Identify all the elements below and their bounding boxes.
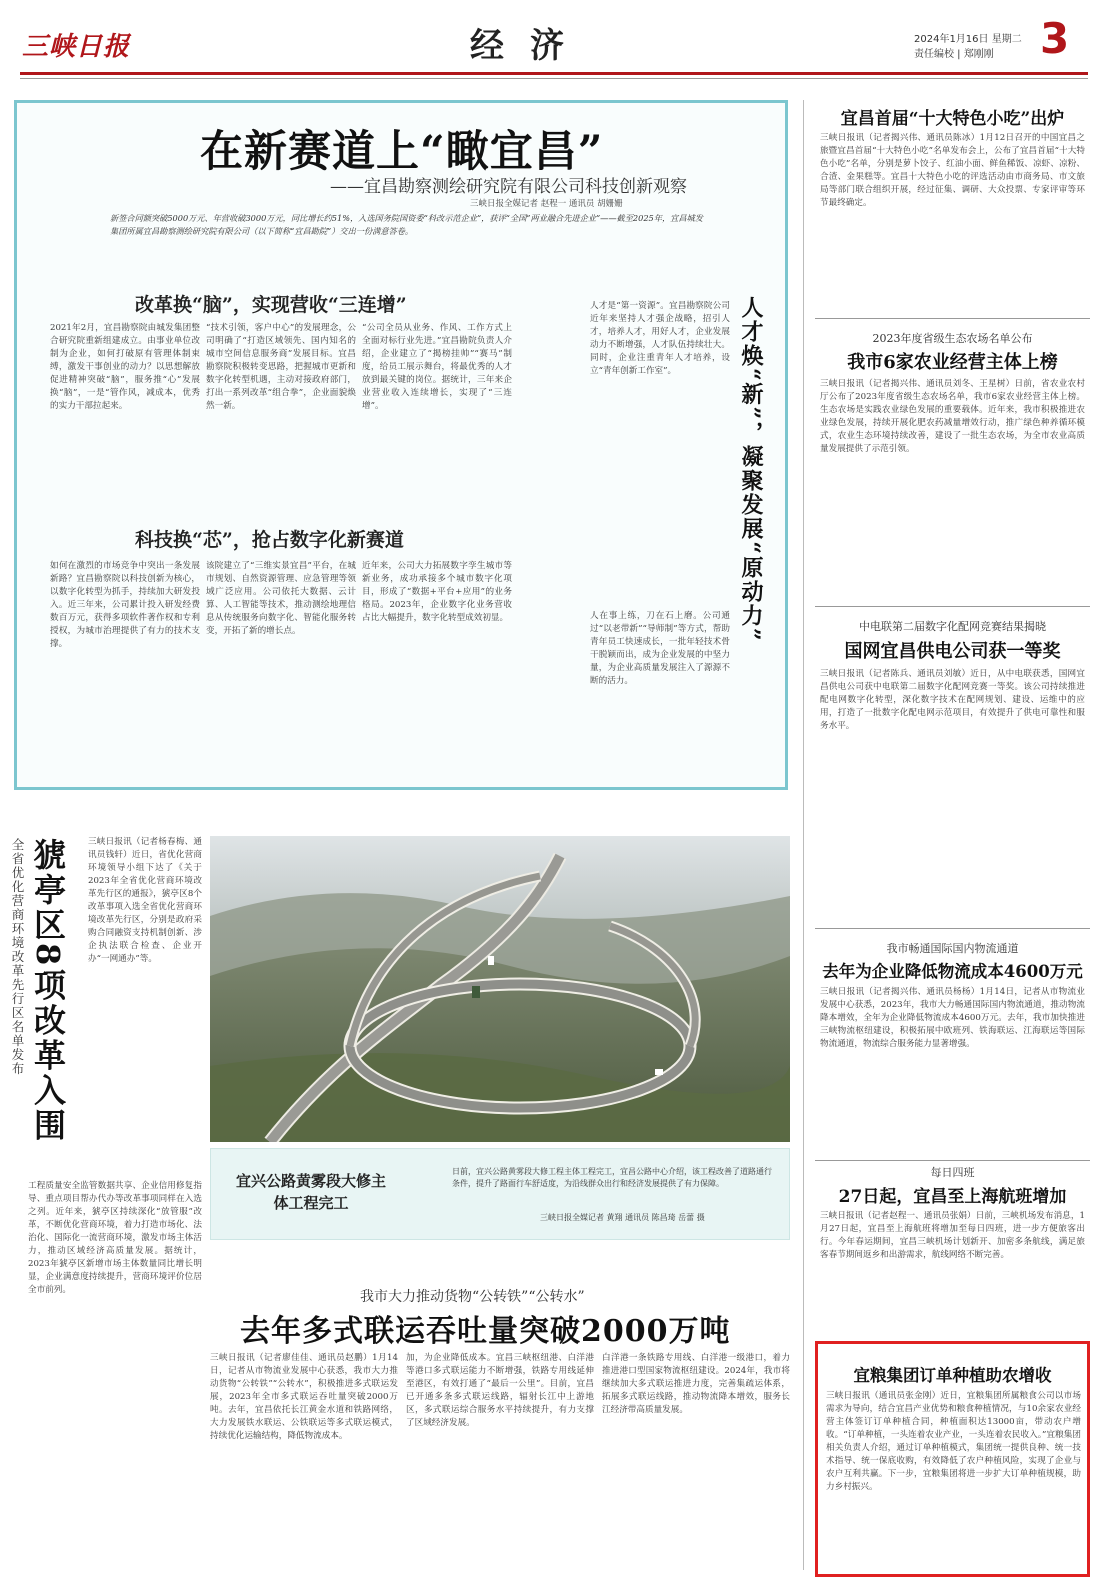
right-separator bbox=[815, 318, 1090, 319]
right-article-6-body: 三峡日报讯（通讯员张金刚）近日，宜粮集团所属粮食公司以市场需求为导向，结合宜昌产业优势和粮食种植情况，与10余家农业经营主体签订订单种植合同，种植面积达13000亩，带动农户增收。“订单种植，一头连着农业产业，一头连着农民收入。”宜粮集团相关负责人介绍，通过订单种植模式，集团统一提供良种、统一技术指导、统一保底收购，有效降低了农户种植风险，实现了企业与农户互利共赢。下一步，宜粮集团将进一步扩大订单种植规模，助力乡村振兴。 bbox=[826, 1391, 1081, 1492]
lead-col4-bottom: 人在事上练，刀在石上磨。公司通过“以老带新”“导师制”等方式，帮助青年员工快速成长，一批年轻技术骨干脱颖而出，成为企业发展的中坚力量，为企业高质量发展注入了源源不断的活力。 bbox=[590, 611, 730, 686]
lead-col4-top: 人才是“第一资源”。宜昌勘察院公司近年来坚持人才强企战略，招引人才，培养人才，用好人才，企业发展动力不断增强，人才队伍持续壮大。同时，企业注重青年人才培养，设立“青年创新工作室”。 bbox=[590, 301, 730, 376]
lead-vertical-heading: 人才焕“新”，凝聚发展“原动力” bbox=[738, 296, 764, 643]
page-number: 3 bbox=[1040, 14, 1070, 63]
right-article-1-body: 三峡日报讯（记者揭兴伟、通讯员陈冰）1月12日召开的中国宜昌之旅暨宜昌首届“十大特色小吃”名单发布会上，公布了宜昌首届“十大特色小吃”名单，分别是萝卜饺子、红油小面、鲜鱼稀饭、凉虾、凉粉、合渣、金果糕等。宜昌十大特色小吃的评选活动由市商务局、市文旅局等部门联合组织开展，经过征集、调研、大众投票、专家评审等环节最终确定。 bbox=[820, 133, 1085, 208]
right-article-4-kicker: 我市畅通国际国内物流通道 bbox=[886, 942, 1019, 955]
right-article-4-headline: 去年为企业降低物流成本4600万元 bbox=[822, 962, 1083, 981]
lead-byline: 三峡日报全媒记者 赵程一 通讯员 胡姗姗 bbox=[470, 199, 623, 209]
lead-section-heading-2: 科技换“芯”，抢占数字化新赛道 bbox=[135, 529, 404, 551]
right-article-3-kicker: 中电联第二届数字化配网竞赛结果揭晓 bbox=[859, 620, 1046, 633]
lead-intro: 新签合同额突破5000万元、年营收破3000万元，同比增长约51%，入选国务院国资委“科改示范企业”，获评“全国”两业融合先进企业”——截至2025年，宜昌城发集团所属宜昌勘察测绘研究院有限公司（以下简称“宜昌勘院”）交出一份满意答卷。 bbox=[110, 213, 703, 236]
right-article-4-body: 三峡日报讯（记者揭兴伟、通讯员杨杨）1月14日，记者从市物流业发展中心获悉，2023年，我市大力畅通国际国内物流通道，推动物流降本增效，全年为企业降低物流成本4600万元。去年，我市加快推进三峡物流枢纽建设，积极拓展中欧班列、铁海联运、江海联运等国际物流通道，物流综合服务能力显著增强。 bbox=[820, 987, 1085, 1049]
lead-col2-bottom: 该院建立了“三维实景宜昌”平台，在城市规划、自然资源管理、应急管理等领域广泛应用。公司依托大数据、云计算、人工智能等技术，推动测绘地理信息从传统服务向数字化、智能化服务转变，开拓了新的增长点。 bbox=[206, 561, 356, 636]
editor-line: 责任编校 | 郑刚刚 bbox=[914, 49, 994, 60]
lead-col2-top: “技术引领，客户中心”的发展理念，公司明确了“打造区域领先、国内知名的城市空间信息服务商”发展目标。宜昌勘察院积极转变思路，把握城市更新和数字化转型机遇，主动对接政府部门，打出一系列改革“组合拳”，企业面貌焕然一新。 bbox=[206, 323, 356, 411]
right-article-5-body: 三峡日报讯（记者赵程一、通讯员张娟）日前，三峡机场发布消息，1月27日起，宜昌至上海航班将增加至每日四班，进一步方便旅客出行。今年春运期间，宜昌三峡机场计划新开、加密多条航线，满足旅客春节期间返乡和出游需求，航线网络不断完善。 bbox=[820, 1211, 1085, 1260]
right-article-5-kicker: 每日四班 bbox=[930, 1166, 975, 1179]
lead-col1-top: 2021年2月，宜昌勘察院由城发集团整合研究院重新组建成立。由事业单位改制为企业，如何打破原有管理体制束缚，激发干事创业的动力？以思想解放促进精神突破“脑”，服务推“心”发展换“脑”，一是“管作风，减成本，优秀的实力干部拉起来。 bbox=[50, 323, 200, 411]
photo-description: 日前，宜兴公路黄雾段大修工程主体工程完工，宜昌公路中心介绍，该工程改善了道路通行条件，提升了路面行车舒适度，为沿线群众出行和经济发展提供了有力保障。 bbox=[452, 1167, 772, 1188]
masthead-rule-thin bbox=[20, 78, 1088, 79]
photo-credit: 三峡日报全媒记者 黄翔 通讯员 陈昌琦 岳蕾 摄 bbox=[540, 1213, 705, 1222]
bottom-article-headline: 去年多式联运吞吐量突破2000万吨 bbox=[240, 1314, 731, 1349]
lead-section-heading-1: 改革换“脑”，实现营收“三连增” bbox=[135, 294, 407, 316]
right-article-1-headline: 宜昌首届“十大特色小吃”出炉 bbox=[840, 109, 1065, 129]
right-article-6-headline: 宜粮集团订单种植助农增收 bbox=[853, 1366, 1052, 1385]
left-feature-kicker: 全省优化营商环境改革先行区名单发布 bbox=[10, 838, 25, 1076]
right-article-2-body: 三峡日报讯（记者揭兴伟、通讯员刘冬、王星树）日前，省农业农村厅公布了2023年度省级生态农场名单，我市6家农业经营主体上榜。生态农场是实践农业绿色发展的重要载体。近年来，我市积极推进农业绿色发展，持续开展化肥农药减量增效行动，推广绿色种养循环模式，农业生态环境持续改善，建设了一批生态农场，为全市农业高质量发展提供了示范引领。 bbox=[820, 379, 1085, 454]
right-article-3-headline: 国网宜昌供电公司获一等奖 bbox=[844, 641, 1061, 662]
section-title: 经济 bbox=[470, 26, 590, 66]
lead-headline: 在新赛道上“瞰宜昌” bbox=[200, 127, 604, 177]
highway-photo bbox=[210, 836, 790, 1142]
lead-subheadline: ——宜昌勘察测绘研究院有限公司科技创新观察 bbox=[330, 177, 687, 197]
right-article-3-body: 三峡日报讯（记者陈兵、通讯员刘敏）近日，从中电联获悉，国网宜昌供电公司获中电联第二届数字化配网竞赛一等奖。该公司持续推进配电网数字化转型，深化数字技术在配网规划、建设、运维中的应用，打造了一批数字化配电网示范项目，有效提升了供电可靠性和服务水平。 bbox=[820, 669, 1085, 731]
right-column-divider bbox=[803, 100, 804, 1570]
masthead-rule bbox=[20, 72, 1088, 75]
bottom-article-kicker: 我市大力推动货物“公转铁”“公转水” bbox=[360, 1289, 585, 1305]
right-article-2-kicker: 2023年度省级生态农场名单公布 bbox=[872, 332, 1033, 345]
right-separator bbox=[815, 928, 1090, 929]
bottom-article-col1: 三峡日报讯（记者廖佳佳、通讯员赵鹏）1月14日，记者从市物流业发展中心获悉，我市大力推动货物“公转铁”“公转水”，积极推进多式联运发展，2023年全市多式联运吞吐量突破2000万吨。去年，宜昌依托长江黄金水道和铁路网络，大力发展铁水联运、公铁联运等多式联运模式，持续优化运输结构，降低物流成本。 bbox=[210, 1353, 398, 1441]
lead-col1-bottom: 如何在激烈的市场竞争中突出一条发展新路？宜昌勘察院以科技创新为核心，以数字化转型为抓手，持续加大研发投入。近三年来，公司累计投入研发经费数百万元，获得多项软件著作权和专利授权，为城市治理提供了有力的技术支撑。 bbox=[50, 561, 200, 649]
right-separator bbox=[815, 606, 1090, 607]
lead-col3-bottom: 近年来，公司大力拓展数字孪生城市等新业务，成功承接多个城市数字化项目，形成了“数据+平台+应用”的业务格局。2023年，企业数字化业务营收占比大幅提升，数字化转型成效初显。 bbox=[362, 561, 512, 623]
bottom-article-col3: 白洋港一条铁路专用线、白洋港一级港口，着力推进港口型国家物流枢纽建设。2024年，我市将继续加大多式联运推进力度，完善集疏运体系，拓展多式联运线路，推动物流降本增效，服务长江经济带高质量发展。 bbox=[602, 1353, 790, 1415]
newspaper-logo: 三峡日报 bbox=[22, 32, 131, 62]
bottom-article-col2: 加，为企业降低成本。宜昌三峡枢纽港、白洋港等港口多式联运能力不断增强，铁路专用线延伸至港区，有效打通了“最后一公里”。目前，宜昌已开通多条多式联运线路，辐射长江中上游地区，多式联运综合服务水平持续提升，有力支撑了区域经济发展。 bbox=[406, 1353, 594, 1428]
highway-interchange-illustration bbox=[210, 836, 790, 1142]
left-feature-body-top: 三峡日报讯（记者杨春梅、通讯员钱轩）近日，省优化营商环境领导小组下达了《关于2023年全省优化营商环境改革先行区的通报》，猇亭区8个改革事项入选全省优化营商环境改革先行区，分别是政府采购合同融资支持机制创新、涉企执法联合检查、企业开办“一网通办”等。 bbox=[88, 837, 202, 964]
masthead bbox=[0, 0, 1107, 70]
photo-title: 宜兴公路黄雾段大修主体工程完工 bbox=[236, 1172, 387, 1212]
right-separator bbox=[815, 1160, 1090, 1161]
lead-col3-top: “公司全员从业务、作风、工作方式上全面对标行业先进。”宜昌勘院负责人介绍，企业建立了“揭榜挂帅”“赛马”制度，给员工展示舞台，将最优秀的人才放到最关键的岗位。据统计，三年来企业营业收入连续增长，实现了“三连增”。 bbox=[362, 323, 512, 411]
issue-date: 2024年1月16日 星期二 bbox=[914, 34, 1022, 45]
right-article-2-headline: 我市6家农业经营主体上榜 bbox=[847, 352, 1058, 373]
left-feature-body-bottom: 工程质量安全监管数据共享、企业信用修复指导、重点项目帮办代办等改革事项同样在入选之列。近年来，猇亭区持续深化“放管服”改革，不断优化营商环境，着力打造市场化、法治化、国际化一流营商环境，激发市场主体活力，推动区域经济高质量发展。据统计，2023年猇亭区新增市场主体数量同比增长明显，企业满意度持续提升，营商环境评价位居全市前列。 bbox=[28, 1181, 202, 1295]
right-article-5-headline: 27日起，宜昌至上海航班增加 bbox=[838, 1187, 1067, 1207]
left-feature-headline: 猇亭区8项改革入围 bbox=[29, 838, 67, 1144]
